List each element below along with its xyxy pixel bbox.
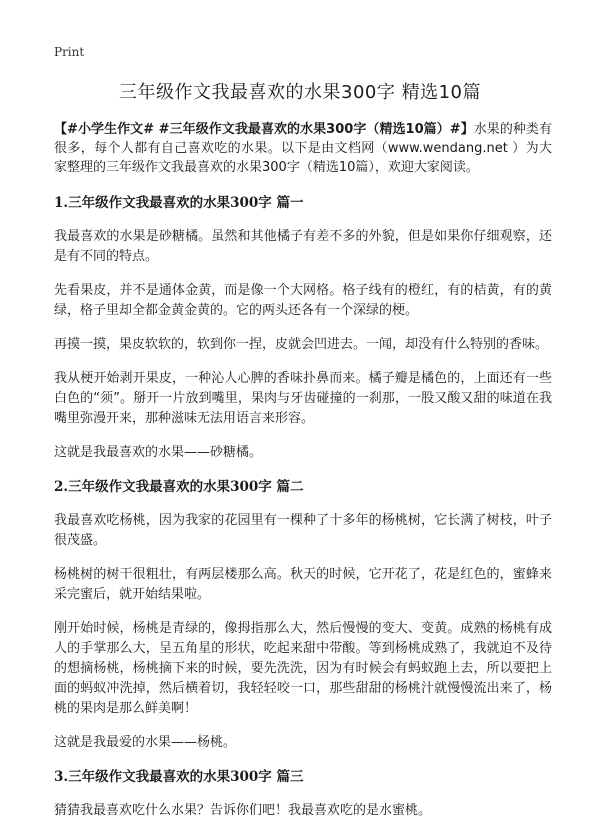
section-2 <box>54 477 552 753</box>
section-3 <box>54 767 552 821</box>
section-heading: 3.三年级作文我最喜欢的水果300字 篇三 <box>54 769 304 785</box>
paragraph: 先看果皮，并不是通体金黄，而是像一个大网格。格子线有的橙红，有的桔黄，有的黄绿，格子里却全都金黄金黄的。它的两头还各有一个深绿的梗。 <box>54 283 552 318</box>
document-title: 三年级作文我最喜欢的水果300字 精选10篇 <box>119 82 481 103</box>
intro-paragraph <box>54 120 552 177</box>
section-heading: 2.三年级作文我最喜欢的水果300字 篇二 <box>54 479 304 495</box>
intro-tags: 【#小学生作文# #三年级作文我最喜欢的水果300字（精选10篇）#】 <box>54 122 474 137</box>
section-heading: 1.三年级作文我最喜欢的水果300字 篇一 <box>54 195 304 211</box>
paragraph: 我从梗开始剥开果皮，一种沁人心脾的香味扑鼻而来。橘子瓣是橘色的，上面还有一些白色的“须”。掰开一片放到嘴里，果肉与牙齿碰撞的一刹那，一股又酸又甜的味道在我嘴里弥漫开来，那种滋味无法用语言来形容。 <box>54 371 552 426</box>
paragraph: 这就是我最爱的水果——杨桃。 <box>54 735 237 750</box>
paragraph: 再摸一摸，果皮软软的，软到你一捏，皮就会凹进去。一闻，却没有什么特别的香味。 <box>54 337 549 352</box>
paragraph: 这就是我最喜欢的水果——砂糖橘。 <box>54 445 263 460</box>
intro-text: 水果的种类有很多，每个人都有自己喜欢吃的水果。以下是由文档网（www.wendang.net ）为大家整理的三年级作文我最喜欢的水果300字（精选10篇），欢迎大家阅读。 <box>54 122 552 175</box>
paragraph: 猜猜我最喜欢吃什么水果？告诉你们吧！我最喜欢吃的是水蜜桃。 <box>54 803 432 818</box>
paragraph: 我最喜欢的水果是砂糖橘。虽然和其他橘子有差不多的外貌，但是如果你仔细观察，还是有不同的特点。 <box>54 229 552 264</box>
document-body <box>54 120 552 828</box>
paragraph: 我最喜欢吃杨桃，因为我家的花园里有一棵种了十多年的杨桃树，它长满了树枝，叶子很茂盛。 <box>54 513 552 548</box>
paragraph: 杨桃树的树干很粗壮，有两层楼那么高。秋天的时候，它开花了，花是红色的，蜜蜂来采完蜜后，就开始结果啦。 <box>54 567 552 602</box>
print-label: Print <box>54 45 85 59</box>
paragraph: 刚开始时候，杨桃是青绿的，像拇指那么大，然后慢慢的变大、变黄。成熟的杨桃有成人的手掌那么大，呈五角星的形状，吃起来甜中带酸。等到杨桃成熟了，我就迫不及待的想摘杨桃，杨桃摘下来的时候，要先洗洗，因为有时候会有蚂蚁跑上去，所以要把上面的蚂蚁冲洗掉，然后横着切，我轻轻咬一口，那些甜甜的杨桃汁就慢慢流出来了，杨桃的果肉是那么鲜美啊！ <box>54 621 552 716</box>
section-1 <box>54 193 552 463</box>
